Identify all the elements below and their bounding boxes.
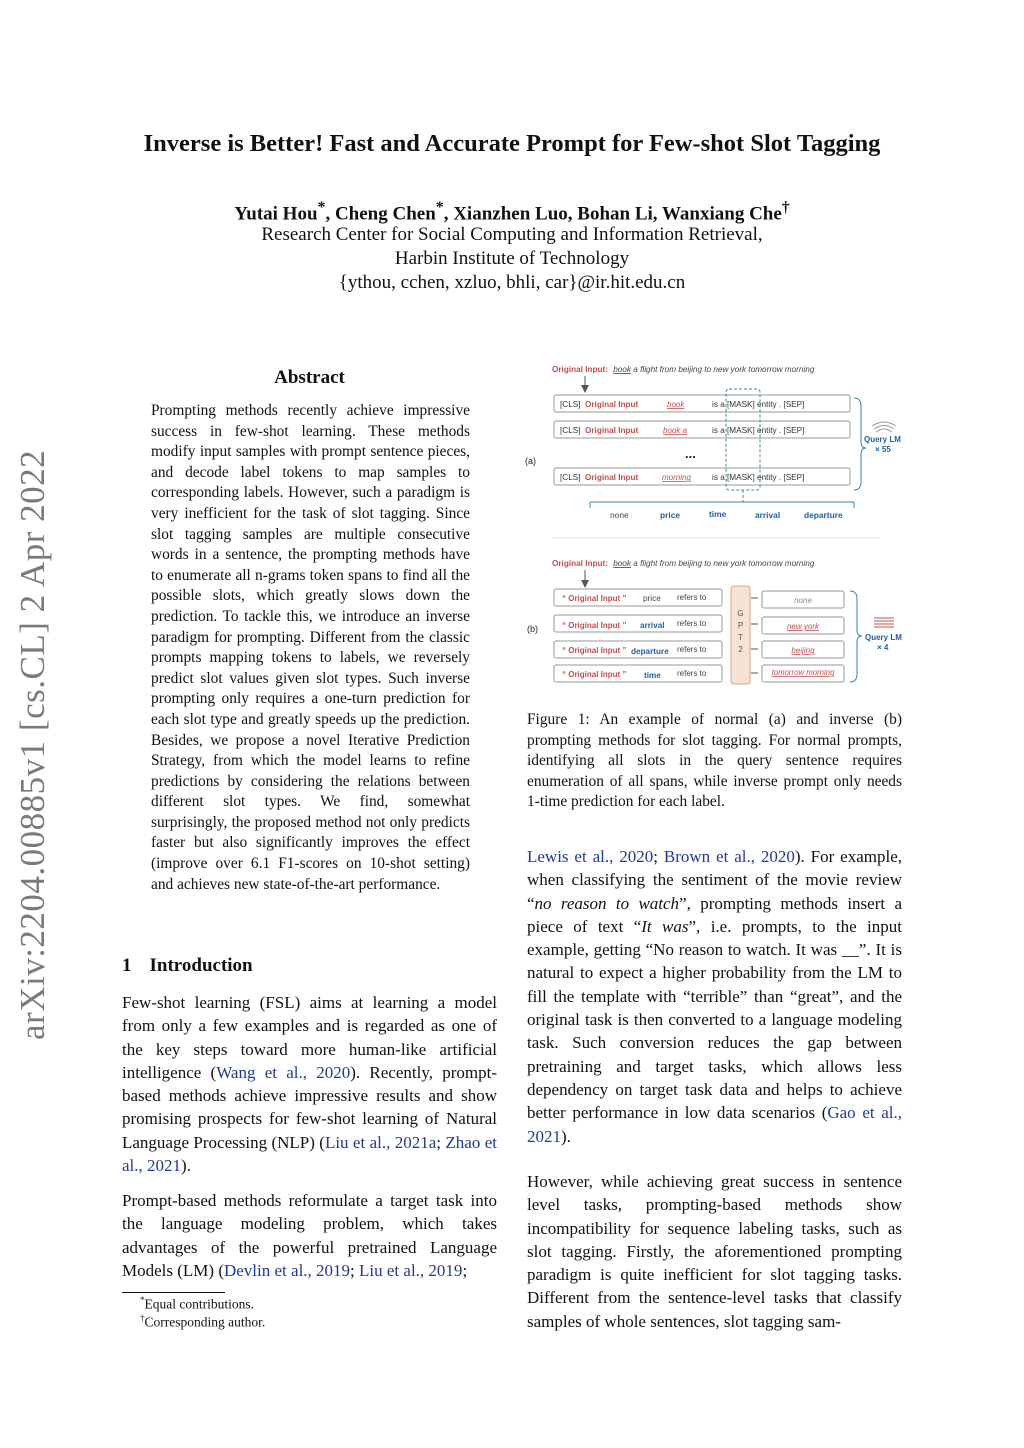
author-mark: * — [435, 199, 444, 216]
svg-text:beijing: beijing — [791, 646, 815, 655]
footnote-rule — [122, 1292, 225, 1293]
abstract-heading: Abstract — [274, 367, 345, 388]
stack-icon — [874, 618, 894, 627]
author-mark: * — [317, 199, 326, 216]
svg-text:[CLS]: [CLS] — [560, 400, 581, 409]
author-name: Xianzhen Luo — [453, 203, 568, 225]
fig-a-label: (a) — [525, 456, 536, 466]
gpt2-letter: 2 — [738, 645, 743, 654]
gpt2-letter: G — [737, 609, 744, 618]
svg-text:morning: morning — [662, 473, 691, 482]
fig-a-label-departure: departure — [804, 510, 843, 520]
fig-b-row — [554, 615, 722, 632]
svg-text:tomorrow morning: tomorrow morning — [771, 668, 835, 677]
author-mark: † — [781, 199, 790, 216]
fig-b-output — [762, 665, 844, 682]
gpt2-letter: T — [738, 633, 743, 642]
fig-b-output — [762, 617, 844, 634]
fig-a-label-time: time — [709, 509, 727, 519]
footnote-text: Corresponding author. — [144, 1314, 266, 1330]
fig-b-arrows — [751, 598, 758, 673]
svg-text:time: time — [644, 671, 661, 680]
footnote — [140, 1313, 265, 1331]
svg-text:is a [MASK] entity . [SEP]: is a [MASK] entity . [SEP] — [712, 400, 805, 409]
svg-text:departure: departure — [631, 647, 669, 656]
svg-text:refers to: refers to — [677, 593, 707, 602]
author-name: Yutai Hou — [234, 203, 318, 225]
citation-link[interactable]: Devlin et al., 2019 — [223, 1260, 351, 1280]
text-run: Few-shot learning (FSL) aims at learning a model from only a few examples and is regarded as one of the key steps toward more human-like artificial intelligence ( — [122, 993, 497, 1082]
citation-link[interactable]: Wang et al., 2020 — [216, 1062, 351, 1082]
svg-text:“ Original Input ”: “ Original Input ” — [562, 594, 627, 603]
svg-text:arrival: arrival — [640, 621, 665, 630]
author-name: Wanxiang Che — [661, 203, 782, 225]
body-paragraph-1 — [527, 845, 902, 1148]
text-run: Prompt-based methods reformulate a target task into the language modeling problem, which takes advantages of the powerful pretrained Language Models (LM) ( — [122, 1191, 497, 1280]
fig-b-row — [554, 589, 722, 606]
section-heading — [122, 955, 253, 977]
fig-a-input-line: Original Input: book a flight from beijing to new york tomorrow morning — [552, 365, 815, 374]
intro-paragraph-2 — [122, 1189, 497, 1282]
fig-a-row — [554, 421, 850, 438]
svg-text:none: none — [794, 596, 812, 605]
affiliation-line: Harbin Institute of Technology — [394, 248, 630, 269]
text-run: no reason to watch — [534, 893, 680, 913]
text-run: ). For example, when classifying the sentiment of the movie review “ — [527, 847, 902, 913]
citation-link[interactable]: Zhao et al., 2021 — [122, 1132, 497, 1176]
fig-b-query-count: × 4 — [877, 643, 889, 652]
fig-b-output — [762, 641, 844, 658]
text-run: ; — [436, 1132, 446, 1152]
fig-a-ellipsis: ... — [685, 446, 696, 461]
fig-a-label-price: price — [660, 510, 681, 520]
fig-a-row — [554, 468, 850, 485]
text-run: ”, i.e. prompts, to the input example, getting “No reason to watch. It was __”. It is natural to expect a higher probability from the LM to fill the template with “terrible” than “great”, and the original task is then converted to a language modeling task. Such conversion reduces the gap between pretraining and target tasks, which allows less dependency on target task data and helps to achieve better performance in low data scenarios ( — [527, 916, 902, 1123]
fig-a-query-lm: Query LM — [864, 435, 901, 444]
body-paragraph-2: However, while achieving great success in sentence level tasks, prompting-based methods show incompatibility for sequence labeling tasks, such as slot tagging. Firstly, the aforementioned prompting paradigm is quite inefficient for slot tagging tasks. Different from the sentence-level tasks that classify samples of whole sentences, slot tagging sam- — [527, 1172, 902, 1331]
paper-title: Inverse is Better! Fast and Accurate Prompt for Few-shot Slot Tagging — [143, 130, 881, 157]
text-run: It was — [641, 916, 689, 936]
footnote — [140, 1295, 254, 1313]
intro-paragraph-1 — [122, 991, 497, 1177]
svg-text:book: book — [667, 400, 685, 409]
text-run: ; — [350, 1260, 360, 1280]
svg-text:“ Original Input ”: “ Original Input ” — [562, 670, 627, 679]
fig-b-row — [554, 665, 722, 682]
citation-link[interactable]: Liu et al., 2021a — [324, 1132, 437, 1152]
author-name: Bohan Li — [577, 203, 653, 225]
svg-text:“ Original Input ”: “ Original Input ” — [562, 646, 627, 655]
fig-a-row — [554, 395, 850, 412]
footnote-mark: * — [140, 1295, 145, 1305]
svg-text:[CLS]: [CLS] — [560, 473, 581, 482]
fig-b-input-line: Original Input: book a flight from beijing to new york tomorrow morning — [552, 559, 815, 568]
footnote-text: Equal contributions. — [144, 1296, 254, 1312]
fig-a-label-arrival: arrival — [755, 510, 781, 520]
gpt2-letter: P — [737, 621, 744, 630]
arxiv-stamp: arXiv:2204.00885v1 [cs.CL] 2 Apr 2022 — [13, 449, 52, 1040]
svg-text:Original Input: Original Input — [585, 426, 639, 435]
citation-link[interactable]: Brown et al., 2020 — [663, 847, 795, 866]
svg-text:refers to: refers to — [677, 619, 707, 628]
figure-caption: Figure 1: An example of normal (a) and inverse (b) prompting methods for slot tagging. For normal prompts, identifying all slots in the query sentence requires enumeration of all spans, while inverse prompt only needs 1-time prediction for each label. — [527, 711, 902, 811]
text-run: ). — [181, 1156, 191, 1176]
fig-b-query-lm: Query LM — [865, 633, 902, 642]
citation-link[interactable]: Lewis et al., 2020 — [527, 847, 654, 866]
figure-1 — [518, 356, 908, 696]
author-name: Cheng Chen — [334, 203, 436, 225]
fig-a-label-none: none — [610, 510, 629, 520]
stack-icon — [872, 422, 896, 432]
svg-text:“ Original Input ”: “ Original Input ” — [562, 621, 627, 630]
svg-text:refers to: refers to — [677, 645, 707, 654]
author-list: Yutai Hou*, Cheng Chen*, Xianzhen Luo, Bohan Li, Wanxiang Che† — [234, 199, 790, 225]
svg-text:Original Input: Original Input — [585, 400, 639, 409]
author-emails: {ythou, cchen, xzluo, bhli, car}@ir.hit.edu.cn — [338, 272, 686, 293]
fig-b-right-brace — [850, 591, 862, 682]
svg-text:new york: new york — [786, 622, 820, 631]
fig-a-right-brace — [854, 398, 866, 490]
svg-text:price: price — [643, 594, 661, 603]
svg-text:refers to: refers to — [677, 669, 707, 678]
svg-text:[CLS]: [CLS] — [560, 426, 581, 435]
svg-text:is a [MASK] entity . [SEP]: is a [MASK] entity . [SEP] — [712, 473, 805, 482]
fig-b-label: (b) — [527, 624, 538, 634]
citation-link[interactable]: Liu et al., 2019 — [359, 1260, 463, 1280]
text-run: ; — [462, 1260, 468, 1280]
fig-a-query-count: × 55 — [875, 445, 891, 454]
svg-text:is a [MASK] entity . [SEP]: is a [MASK] entity . [SEP] — [712, 426, 805, 435]
text-run: ; — [653, 847, 664, 866]
abstract-text: Prompting methods recently achieve impressive success in few-shot learning. These methods modify input samples with prompt sentence pieces, and decode label tokens to map samples to corresponding labels. However, such a paradigm is very inefficient for the task of slot tagging. Since slot tagging samples are multiple consecutive words in a sentence, the prompting methods have to enumerate all n-grams token spans to find all the possible slots, which greatly slows down the prediction. To tackle this, we introduce an inverse paradigm for prompting. Different from the classic prompts mapping tokens to labels, we reversely predict slot values given slot types. Such inverse prompting only requires a one-turn prediction for each slot type and greatly speeds up the prediction. Besides, we propose a novel Iterative Prediction Strategy, from which the model learns to refine predictions by considering the relations between different slot types. We find, somewhat surprisingly, the proposed method not only predicts faster but also significantly improves the effect (improve over 6.1 F1-scores on 10-shot setting) and achieves new state-of-the-art performance. — [151, 402, 470, 893]
fig-b-output — [762, 591, 844, 608]
section-title: Introduction — [149, 955, 253, 976]
affiliation-line: Research Center for Social Computing and Information Retrieval, — [261, 224, 763, 245]
text-run: ). — [561, 1126, 571, 1146]
text-run: ”, prompting methods insert a piece of text “ — [527, 893, 902, 936]
svg-text:book a: book a — [663, 426, 688, 435]
citation-link[interactable]: Gao et al., 2021 — [527, 1103, 902, 1146]
svg-text:Original Input: Original Input — [585, 473, 639, 482]
section-number: 1 — [122, 955, 132, 976]
text-run: ). Recently, prompt-based methods achieve impressive results and show promising prospects for few-shot learning of Natural Language Processing (NLP) ( — [122, 1062, 497, 1152]
footnote-mark: † — [140, 1313, 145, 1323]
fig-b-row — [554, 641, 722, 658]
